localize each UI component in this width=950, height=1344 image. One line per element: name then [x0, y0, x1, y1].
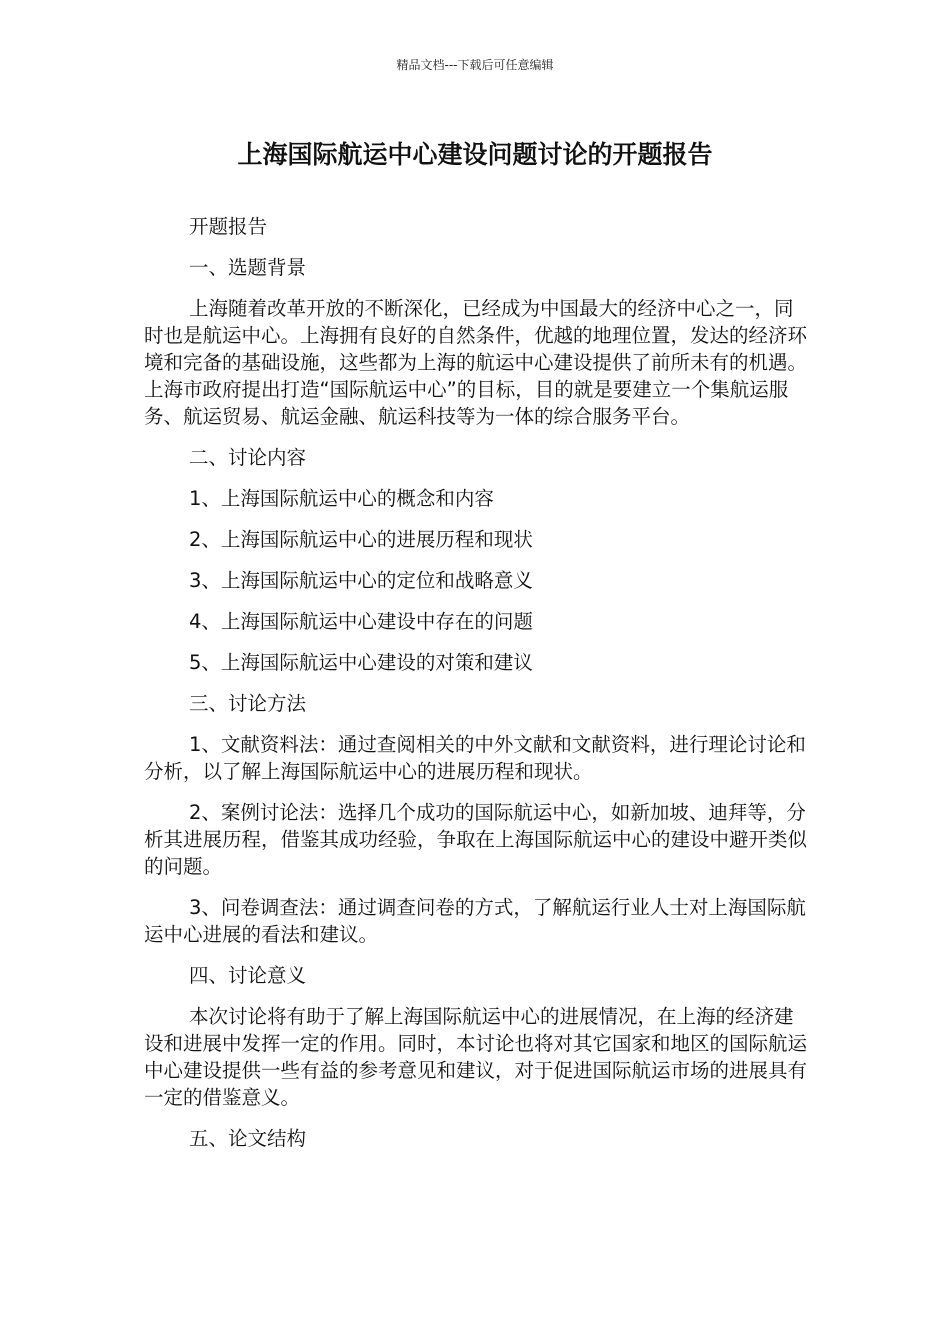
header-note: 精品文档---下载后可任意编辑	[396, 58, 554, 72]
content-item-4: 4、上海国际航运中心建设中存在的问题	[189, 610, 533, 633]
section-heading-content: 二、讨论内容	[189, 446, 307, 469]
section-heading-methods: 三、讨论方法	[189, 692, 307, 715]
section-heading-background: 一、选题背景	[189, 256, 307, 279]
paragraph-background: 上海随着改革开放的不断深化，已经成为中国最大的经济中心之一，同时也是航运中心。上海拥有良好的自然条件，优越的地理位置，发达的经济环境和完备的基础设施，这些都为上海的航运中心建设提供了前所未有的机遇。上海市政府提出打造“国际航运中心”的目标，目的就是要建立一个集航运服务、航运贸易、航运金融、航运科技等为一体的综合服务平台。	[144, 297, 808, 428]
content-item-3: 3、上海国际航运中心的定位和战略意义	[189, 569, 533, 592]
paragraph-significance: 本次讨论将有助于了解上海国际航运中心的进展情况，在上海的经济建设和进展中发挥一定的作用。同时，本讨论也将对其它国家和地区的国际航运中心建设提供一些有益的参考意见和建议，对于促进国际航运市场的进展具有一定的借鉴意义。	[144, 1005, 808, 1109]
method-literature: 1、文献资料法：通过查阅相关的中外文献和文献资料，进行理论讨论和分析，以了解上海国际航运中心的进展历程和现状。	[144, 733, 806, 783]
method-case-study: 2、案例讨论法：选择几个成功的国际航运中心，如新加坡、迪拜等，分析其进展历程，借鉴其成功经验，争取在上海国际航运中心的建设中避开类似的问题。	[144, 801, 808, 878]
paragraph-heading-report: 开题报告	[189, 215, 268, 238]
section-heading-significance: 四、讨论意义	[189, 964, 307, 987]
document-title: 上海国际航运中心建设问题讨论的开题报告	[237, 140, 713, 169]
method-questionnaire: 3、问卷调查法：通过调查问卷的方式，了解航运行业人士对上海国际航运中心进展的看法和建议。	[144, 896, 806, 946]
content-item-5: 5、上海国际航运中心建设的对策和建议	[189, 651, 533, 674]
content-item-1: 1、上海国际航运中心的概念和内容	[189, 487, 494, 510]
section-heading-structure: 五、论文结构	[189, 1127, 307, 1150]
content-item-2: 2、上海国际航运中心的进展历程和现状	[189, 528, 533, 551]
document-body	[144, 213, 810, 1166]
